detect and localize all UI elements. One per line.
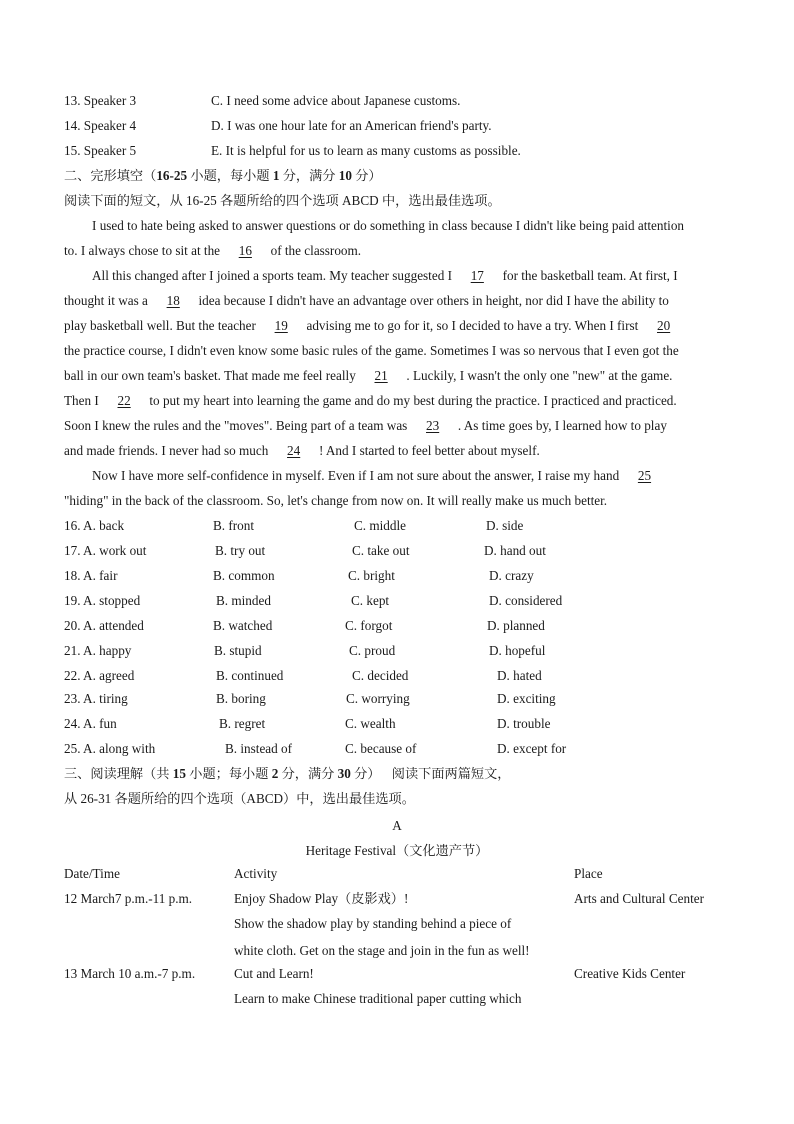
- option-22-a: 22. A. agreed: [64, 668, 135, 683]
- speaker-15-text: E. It is helpful for us to learn as many customs as possible.: [211, 143, 521, 158]
- blank-20: 20: [657, 318, 671, 333]
- row1-activity-line1: Enjoy Shadow Play（皮影戏）!: [234, 891, 409, 906]
- option-17-d: D. hand out: [484, 543, 546, 558]
- option-24-d: D. trouble: [497, 716, 551, 731]
- passage-line-3: All this changed after I joined a sports team. My teacher suggested I 17 for the basketball team. At first, I: [92, 268, 678, 283]
- option-23-d: D. exciting: [497, 691, 556, 706]
- option-17-a: 17. A. work out: [64, 543, 147, 558]
- option-20-a: 20. A. attended: [64, 618, 144, 633]
- option-18-d: D. crazy: [489, 568, 534, 583]
- speaker-14-text: D. I was one hour late for an American friend's party.: [211, 118, 492, 133]
- row2-activity-line2: Learn to make Chinese traditional paper cutting which: [234, 991, 522, 1006]
- option-23-b: B. boring: [216, 691, 266, 706]
- option-21-d: D. hopeful: [489, 643, 546, 658]
- row1-place: Arts and Cultural Center: [574, 891, 705, 906]
- row2-date: 13 March 10 a.m.-7 p.m.: [64, 966, 196, 981]
- blank-23: 23: [426, 418, 440, 433]
- speaker-13-text: C. I need some advice about Japanese customs.: [211, 93, 461, 108]
- option-23-c: C. worrying: [346, 691, 410, 706]
- option-17-b: B. try out: [215, 543, 266, 558]
- passage-line-10: and made friends. I never had so much 24 ! And I started to feel better about myself.: [64, 443, 540, 458]
- option-20-d: D. planned: [487, 618, 545, 633]
- passage-line-2: to. I always chose to sit at the 16 of the classroom.: [64, 243, 362, 258]
- table-header-place: Place: [574, 866, 603, 881]
- blank-22: 22: [117, 393, 131, 408]
- option-19-c: C. kept: [351, 593, 390, 608]
- section3-instruction: 从 26-31 各题所给的四个选项（ABCD）中，选出最佳选项。: [64, 791, 415, 806]
- passage-line-4: thought it was a 18 idea because I didn't have an advantage over others in height, nor did I have the ability to: [64, 293, 669, 308]
- table-header-date: Date/Time: [64, 866, 120, 881]
- row2-place: Creative Kids Center: [574, 966, 686, 981]
- option-19-d: D. considered: [489, 593, 563, 608]
- passage-line-8: Then I 22 to put my heart into learning the game and do my best during the practice. I practiced and practiced.: [64, 393, 677, 408]
- blank-19: 19: [274, 318, 288, 333]
- table-header-activity: Activity: [234, 866, 278, 881]
- passage-line-6: the practice course, I didn't even know some basic rules of the game. Sometimes I was so nervous that I even got the: [64, 343, 679, 358]
- passage-a-title: Heritage Festival（文化遗产节）: [305, 843, 489, 858]
- section2-heading: 二、完形填空（16-25 小题，每小题 1 分，满分 10 分）: [64, 168, 382, 183]
- blank-17: 17: [470, 268, 484, 283]
- option-24-a: 24. A. fun: [64, 716, 117, 731]
- option-18-c: C. bright: [348, 568, 395, 583]
- option-16-d: D. side: [486, 518, 524, 533]
- passage-line-1: I used to hate being asked to answer questions or do something in class because I didn't like being paid attention: [92, 218, 685, 233]
- passage-line-7: ball in our own team's basket. That made me feel really 21 . Luckily, I wasn't the only one "new" at the game.: [64, 368, 673, 383]
- blank-16: 16: [238, 243, 252, 258]
- option-20-c: C. forgot: [345, 618, 393, 633]
- row1-date: 12 March7 p.m.-11 p.m.: [64, 891, 193, 906]
- option-25-a: 25. A. along with: [64, 741, 156, 756]
- option-25-c: C. because of: [345, 741, 417, 756]
- option-22-d: D. hated: [497, 668, 542, 683]
- passage-line-12: "hiding" in the back of the classroom. So, let's change from now on. It will really make us much better.: [64, 493, 608, 508]
- speaker-14-number: 14. Speaker 4: [64, 118, 137, 133]
- option-24-c: C. wealth: [345, 716, 396, 731]
- option-16-b: B. front: [213, 518, 255, 533]
- option-21-b: B. stupid: [214, 643, 262, 658]
- speaker-15-number: 15. Speaker 5: [64, 143, 137, 158]
- blank-18: 18: [166, 293, 180, 308]
- option-22-c: C. decided: [352, 668, 409, 683]
- option-16-c: C. middle: [354, 518, 407, 533]
- option-19-b: B. minded: [216, 593, 271, 608]
- passage-a-letter: A: [392, 818, 402, 833]
- section2-instruction: 阅读下面的短文，从 16-25 各题所给的四个选项 ABCD 中，选出最佳选项。: [64, 193, 501, 208]
- row1-activity-line3: white cloth. Get on the stage and join in the fun as well!: [234, 943, 530, 958]
- option-21-c: C. proud: [349, 643, 396, 658]
- row1-activity-line2: Show the shadow play by standing behind a piece of: [234, 916, 512, 931]
- option-17-c: C. take out: [352, 543, 410, 558]
- passage-line-9: Soon I knew the rules and the "moves". Being part of a team was 23 . As time goes by, I learned how to play: [64, 418, 667, 433]
- section3-heading: 三、阅读理解（共 15 小题；每小题 2 分，满分 30 分） 阅读下面两篇短文，: [64, 766, 511, 781]
- option-24-b: B. regret: [219, 716, 266, 731]
- option-25-b: B. instead of: [225, 741, 293, 756]
- option-20-b: B. watched: [213, 618, 273, 633]
- passage-line-11: Now I have more self-confidence in myself. Even if I am not sure about the answer, I raise my hand 25: [92, 468, 666, 484]
- passage-line-5: play basketball well. But the teacher 19 advising me to go for it, so I decided to have a try. When I first 20: [64, 318, 686, 334]
- option-23-a: 23. A. tiring: [64, 691, 128, 706]
- option-18-b: B. common: [213, 568, 275, 583]
- option-22-b: B. continued: [216, 668, 284, 683]
- speaker-13-number: 13. Speaker 3: [64, 93, 137, 108]
- row2-activity-line1: Cut and Learn!: [234, 966, 314, 981]
- blank-25: 25: [637, 468, 652, 483]
- option-25-d: D. except for: [497, 741, 567, 756]
- option-21-a: 21. A. happy: [64, 643, 132, 658]
- option-16-a: 16. A. back: [64, 518, 125, 533]
- blank-24: 24: [287, 443, 301, 458]
- option-18-a: 18. A. fair: [64, 568, 118, 583]
- option-19-a: 19. A. stopped: [64, 593, 141, 608]
- blank-21: 21: [374, 368, 388, 383]
